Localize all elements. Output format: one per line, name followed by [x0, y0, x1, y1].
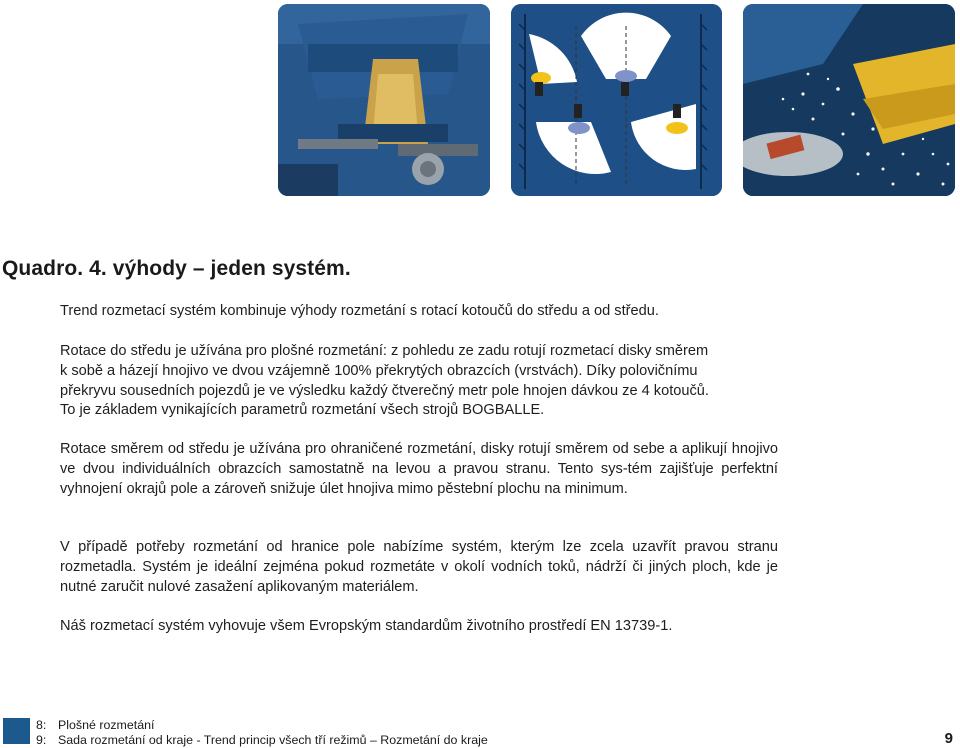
spread-pattern-diagram [511, 4, 722, 196]
legend-item-9 [36, 733, 488, 748]
standard-paragraph: Náš rozmetací systém vyhovuje všem Evropským standardům životního prostředí EN 13739-1. [60, 618, 673, 634]
intro-paragraph: Trend rozmetací systém kombinuje výhody rozmetání s rotací kotoučů do středu a od středu. [60, 303, 659, 319]
legend-item-8 [36, 718, 154, 733]
center-line: To je základem vynikajících parametrů rozmetání všech strojů BOGBALLE. [60, 402, 545, 419]
legend-number: 9: [36, 733, 47, 747]
fertilizer-spread-illustration [743, 4, 955, 196]
outward-rotation-paragraph: Rotace směrem od středu je užívána pro ohraničené rozmetání, disky rotují směrem od sebe a aplikují hnojivo ve dvou individuálních obrazcích samostatně na levou a pravou stranu. Tento sys-tém zajišťuje perfektní vyhnojení okrajů pole a zároveň snižuje úlet hnojiva mimo pěstební plochu na minimum. [60, 441, 778, 497]
legend-text: Sada rozmetání od kraje - Trend princip všech tří režimů – Rozmetání do kraje [58, 733, 488, 747]
center-line: k sobě a házejí hnojivo ve dvou vzájemně 100% překrytých obrazcích (vrstvách). Díky polovičnímu [60, 362, 698, 379]
fertilizer-spread-photo [743, 4, 955, 196]
spread-pattern-drawing [511, 4, 722, 196]
border-spreading-paragraph: V případě potřeby rozmetání od hranice pole nabízíme systém, kterým lze zcela uzavřít pravou stranu rozmetadla. Systém je ideální zejména pokud rozmetáte v okolí vodních toků, nádrží či jiných ploch, kde je nutné zaručit nulové zasažení aplikovaným materiálem. [60, 539, 778, 595]
spreader-machine-illustration [278, 4, 490, 196]
legend-number: 8: [36, 718, 47, 732]
center-line: Rotace do středu je užívána pro plošné rozmetání: z pohledu ze zadu rotují rozmetací disky směrem [60, 343, 709, 359]
page-number: 9 [944, 730, 953, 747]
legend-color-box [3, 718, 30, 744]
center-rotation-paragraph [60, 342, 778, 421]
page-title: Quadro. 4. výhody – jeden systém. [2, 257, 351, 280]
spreader-machine-photo [278, 4, 490, 196]
legend-text: Plošné rozmetání [58, 718, 155, 732]
center-line: překryvu sousedních pojezdů je ve výsledku každý čtverečný metr pole hnojen dávkou ze 4 kotoučů. [60, 382, 709, 399]
